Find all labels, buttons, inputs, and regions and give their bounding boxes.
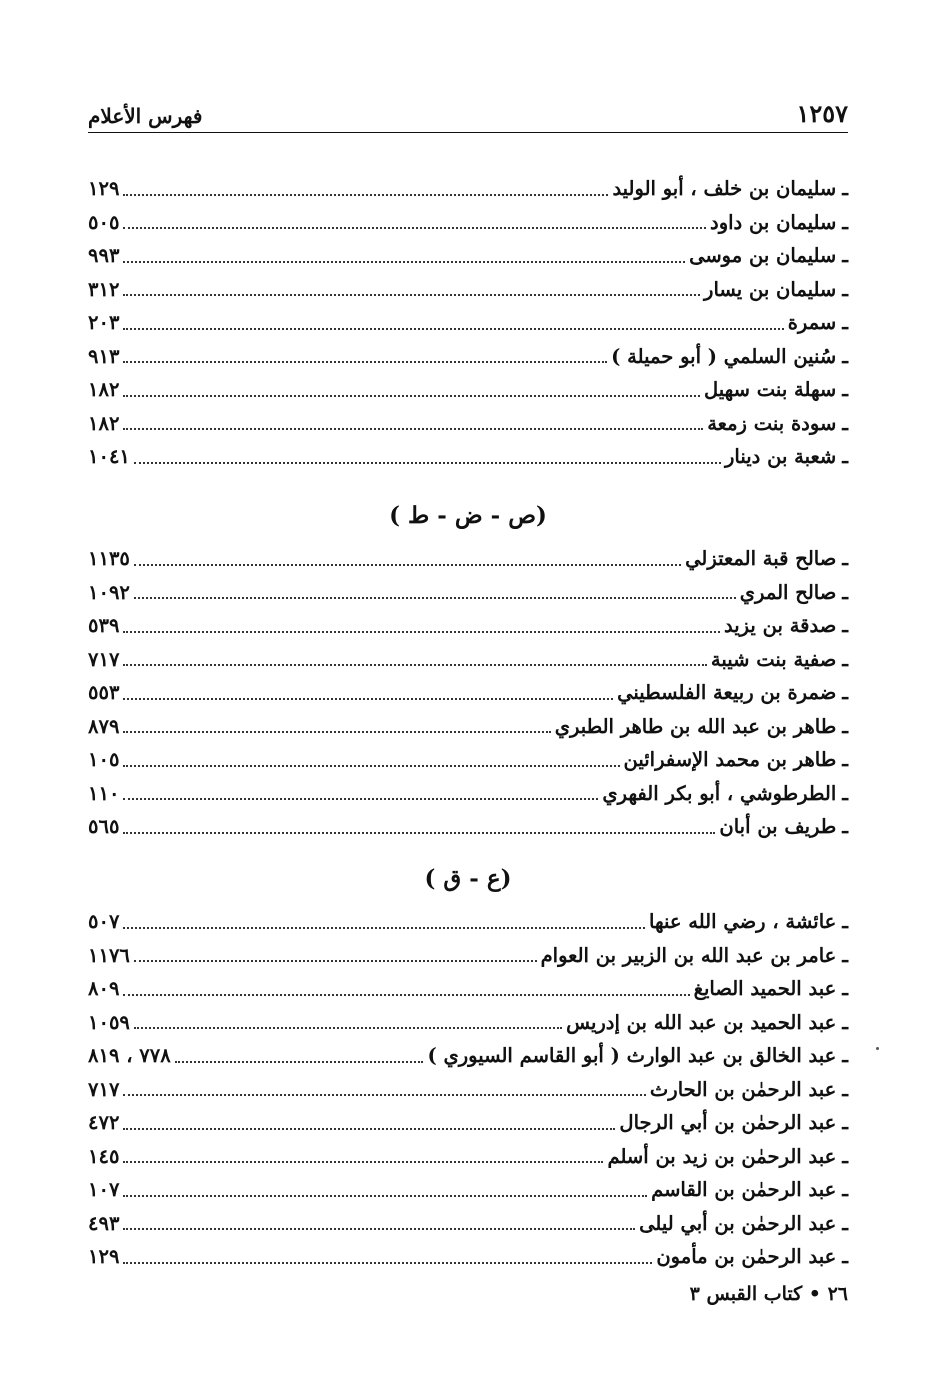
index-entry: ـ صفية بنت شيبة ٧١٧	[88, 643, 848, 677]
entry-name: صالح قبة المعتزلي	[685, 547, 837, 570]
leader-dots	[134, 597, 736, 599]
leader-dots	[123, 1195, 647, 1197]
leader-dots	[123, 1262, 652, 1264]
leader-dots	[123, 294, 700, 296]
entry-name: سليمان بن خلف ، أبو الوليد	[612, 177, 837, 200]
leader-dots	[123, 261, 685, 263]
leader-dots	[134, 960, 537, 962]
entry-pages: ٥٥٣	[88, 681, 120, 704]
entry-pages: ٤٧٢	[88, 1111, 120, 1134]
entry-pages: ٨٧٩	[88, 714, 120, 738]
entry-name: سليمان بن داود	[710, 210, 837, 234]
entry-name: عبد الحميد الصايغ	[693, 977, 837, 1000]
leader-dots	[123, 631, 720, 633]
leader-dots	[123, 1094, 646, 1096]
entry-pages: ٨٠٩	[88, 977, 120, 1000]
entry-name: سليمان بن موسى	[689, 244, 837, 267]
page-number: ١٢٥٧	[796, 99, 848, 128]
leader-dots	[123, 1228, 635, 1230]
leader-dots	[123, 428, 703, 430]
entry-name: عائشة ، رضي الله عنها	[649, 910, 837, 933]
index-entry: ـ سودة بنت زمعة ١٨٢	[88, 407, 848, 441]
leader-dots	[123, 1161, 603, 1163]
entry-name: عبد الحميد بن عبد الله بن إدريس	[566, 1010, 837, 1034]
index-entry: ـ عبد الحميد الصايغ ٨٠٩	[88, 972, 848, 1006]
entry-name: ضمرة بن ربيعة الفلسطيني	[617, 681, 837, 704]
entry-name: عبد الرحمٰن بن زيد بن أسلم	[607, 1144, 837, 1168]
index-entry: ـ طريف بن أبان ٥٦٥	[88, 810, 848, 844]
entry-pages: ١٠٥٩	[88, 1010, 130, 1034]
entry-pages: ١٨٢	[88, 411, 120, 435]
entry-pages: ١٨٢	[88, 378, 120, 401]
index-entry: ـ عبد الرحمٰن بن أبي الرجال ٤٧٢	[88, 1106, 848, 1140]
index-entry: ـ سُنين السلمي ( أبو حميلة ) ٩١٣	[88, 340, 848, 374]
entry-name: عامر بن عبد الله بن الزبير بن العوام	[540, 943, 837, 967]
entry-pages: ٥٠٧	[88, 910, 120, 933]
index-entry: ـ طاهر بن عبد الله بن طاهر الطبري ٨٧٩	[88, 710, 848, 744]
leader-dots	[123, 194, 608, 196]
leader-dots	[123, 664, 706, 666]
entry-pages: ١١٣٥	[88, 547, 130, 570]
leader-dots	[123, 798, 598, 800]
leader-dots	[134, 564, 681, 566]
entry-name: سهلة بنت سهيل	[704, 378, 837, 401]
index-entry: ـ عبد الرحمٰن بن الحارث ٧١٧	[88, 1073, 848, 1107]
index-section-sad-dad-ta	[88, 542, 848, 844]
entry-name: سودة بنت زمعة	[707, 411, 837, 435]
index-entry: ـ صدقة بن يزيد ٥٣٩	[88, 609, 848, 643]
entry-name: عبد الرحمٰن بن أبي الرجال	[619, 1111, 837, 1134]
index-entry: ـ ضمرة بن ربيعة الفلسطيني ٥٥٣	[88, 676, 848, 710]
entry-pages: ٩١٣	[88, 344, 120, 368]
page-footer: ٢٦ • كتاب القبس ٣	[689, 1283, 848, 1305]
index-section-ayn-qaf	[88, 905, 848, 1274]
section-heading: (ص - ض - ط )	[389, 502, 547, 529]
index-entry: ـ سهلة بنت سهيل ١٨٢	[88, 373, 848, 407]
entry-name: طاهر بن محمد الإسفرائين	[623, 748, 837, 771]
leader-dots	[123, 927, 645, 929]
index-entry: ـ عبد الرحمٰن بن مأمون ١٢٩	[88, 1240, 848, 1274]
index-entry: ـ عبد الرحمٰن بن القاسم ١٠٧	[88, 1173, 848, 1207]
entry-name: عبد الرحمٰن بن أبي ليلى	[639, 1211, 837, 1235]
entry-pages: ١١٠	[88, 781, 120, 805]
leader-dots	[123, 765, 619, 767]
entry-name: سليمان بن يسار	[704, 277, 837, 301]
entry-name: عبد الرحمٰن بن الحارث	[649, 1077, 837, 1101]
index-entry: ـ عائشة ، رضي الله عنها ٥٠٧	[88, 905, 848, 939]
entry-pages: ١٠٤١	[88, 445, 130, 468]
index-entry: ـ عبد الرحمٰن بن أبي ليلى ٤٩٣	[88, 1207, 848, 1241]
entry-name: شعبة بن دينار	[724, 445, 837, 468]
entry-pages: ١٠٥	[88, 748, 120, 771]
index-entry: ـ سمرة ٢٠٣	[88, 306, 848, 340]
index-entry: ـ عبد الرحمٰن بن زيد بن أسلم ١٤٥	[88, 1140, 848, 1174]
entry-pages: ١٤٥	[88, 1144, 120, 1168]
entry-pages: ١٢٩	[88, 1245, 120, 1268]
entry-pages: ١٠٩٢	[88, 580, 130, 604]
leader-dots	[123, 395, 700, 397]
entry-pages: ١١٧٦	[88, 943, 130, 967]
index-page	[88, 0, 848, 1375]
index-entry: ـ عبد الخالق بن عبد الوارث ( أبو القاسم السيوري ) ٧٧٨ ، ٨١٩	[88, 1039, 848, 1073]
entry-name: صدقة بن يزيد	[724, 614, 837, 637]
entry-pages: ١٠٧	[88, 1178, 120, 1201]
index-entry: ـ صالح المري ١٠٩٢	[88, 576, 848, 610]
leader-dots	[123, 698, 613, 700]
index-entry: ـ طاهر بن محمد الإسفرائين ١٠٥	[88, 743, 848, 777]
leader-dots	[123, 361, 607, 363]
entry-pages: ٥٦٥	[88, 815, 120, 838]
entry-pages: ٣١٢	[88, 277, 120, 301]
entry-pages: ٩٩٣	[88, 244, 120, 267]
leader-dots	[134, 462, 721, 464]
entry-pages: ٧٧٨ ، ٨١٩	[88, 1044, 171, 1067]
entry-name: صالح المري	[739, 580, 837, 604]
entry-name: سُنين السلمي ( أبو حميلة )	[611, 344, 837, 368]
entry-name: صفية بنت شيبة	[710, 647, 837, 671]
entry-name: طريف بن أبان	[719, 815, 837, 838]
entry-pages: ٤٩٣	[88, 1211, 120, 1235]
index-entry: ـ سليمان بن موسى ٩٩٣	[88, 239, 848, 273]
index-entry: ـ عبد الحميد بن عبد الله بن إدريس ١٠٥٩	[88, 1006, 848, 1040]
leader-dots	[123, 328, 783, 330]
index-section-sin-shin	[88, 172, 848, 474]
entry-name: طاهر بن عبد الله بن طاهر الطبري	[554, 714, 837, 738]
index-entry: ـ صالح قبة المعتزلي ١١٣٥	[88, 542, 848, 576]
entry-name: عبد الرحمٰن بن مأمون	[656, 1245, 837, 1268]
leader-dots	[123, 1128, 615, 1130]
index-entry: ـ سليمان بن خلف ، أبو الوليد ١٢٩	[88, 172, 848, 206]
leader-dots	[123, 227, 706, 229]
entry-name: عبد الخالق بن عبد الوارث ( أبو القاسم السيوري )	[427, 1044, 837, 1067]
entry-pages: ٥٠٥	[88, 210, 120, 234]
leader-dots	[123, 832, 715, 834]
running-title: فهرس الأعلام	[88, 104, 203, 128]
entry-name: عبد الرحمٰن بن القاسم	[651, 1178, 837, 1201]
scan-speck	[876, 1047, 879, 1050]
leader-dots	[175, 1061, 424, 1063]
index-entry: ـ شعبة بن دينار ١٠٤١	[88, 440, 848, 474]
entry-pages: ٧١٧	[88, 647, 120, 671]
entry-pages: ٧١٧	[88, 1077, 120, 1101]
index-entry: ـ سليمان بن داود ٥٠٥	[88, 206, 848, 240]
index-entry: ـ سليمان بن يسار ٣١٢	[88, 273, 848, 307]
entry-name: سمرة	[787, 311, 837, 334]
page-header	[88, 92, 848, 133]
index-entry: ـ عامر بن عبد الله بن الزبير بن العوام ١١٧٦	[88, 939, 848, 973]
entry-pages: ١٢٩	[88, 177, 120, 200]
leader-dots	[123, 731, 550, 733]
leader-dots	[123, 994, 689, 996]
entry-pages: ٥٣٩	[88, 614, 120, 637]
section-heading: (ع - ق )	[424, 865, 512, 892]
leader-dots	[134, 1027, 562, 1029]
index-entry: ـ الطرطوشي ، أبو بكر الفهري ١١٠	[88, 777, 848, 811]
entry-pages: ٢٠٣	[88, 311, 120, 334]
entry-name: الطرطوشي ، أبو بكر الفهري	[602, 781, 837, 805]
